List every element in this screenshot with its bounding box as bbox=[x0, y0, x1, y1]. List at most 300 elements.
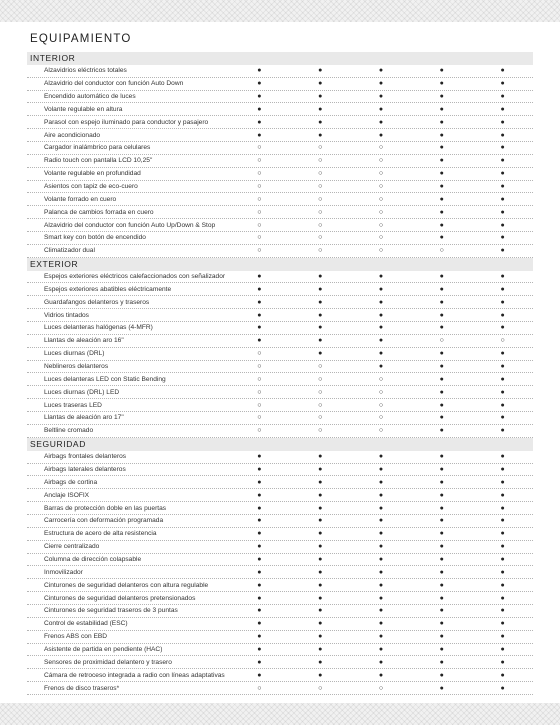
included-dot-icon: ● bbox=[500, 157, 505, 165]
table-row bbox=[27, 489, 533, 502]
included-dot-icon: ● bbox=[318, 555, 323, 563]
included-dot-icon: ● bbox=[500, 324, 505, 332]
included-dot-icon: ● bbox=[500, 183, 505, 191]
included-dot-icon: ● bbox=[500, 671, 505, 679]
optional-circle-icon: ○ bbox=[318, 183, 323, 191]
optional-circle-icon: ○ bbox=[500, 337, 505, 345]
included-dot-icon: ● bbox=[318, 93, 323, 100]
included-dot-icon: ● bbox=[439, 543, 444, 551]
included-dot-icon: ● bbox=[439, 285, 444, 293]
included-dot-icon: ● bbox=[439, 427, 444, 435]
feature-label: Climatizador dual bbox=[44, 247, 95, 255]
feature-label: Luces delanteras LED con Static Bending bbox=[44, 375, 166, 383]
included-dot-icon: ● bbox=[439, 555, 444, 563]
included-dot-icon: ● bbox=[257, 118, 262, 126]
included-dot-icon: ● bbox=[500, 684, 505, 692]
included-dot-icon: ● bbox=[257, 80, 262, 88]
feature-label: Volante regulable en profundidad bbox=[44, 170, 141, 178]
feature-label: Cinturones de seguridad delanteros con altura regulable bbox=[44, 581, 209, 589]
table-row bbox=[27, 541, 533, 554]
included-dot-icon: ● bbox=[500, 401, 505, 409]
table-row bbox=[27, 219, 533, 232]
included-dot-icon: ● bbox=[500, 543, 505, 551]
optional-circle-icon: ○ bbox=[318, 363, 323, 371]
included-dot-icon: ● bbox=[318, 620, 323, 628]
included-dot-icon: ● bbox=[318, 118, 323, 126]
included-dot-icon: ● bbox=[257, 324, 262, 332]
included-dot-icon: ● bbox=[378, 285, 384, 293]
included-dot-icon: ● bbox=[257, 530, 262, 538]
equipment-table bbox=[27, 52, 533, 695]
included-dot-icon: ● bbox=[500, 131, 505, 139]
included-dot-icon: ● bbox=[257, 285, 262, 293]
included-dot-icon: ● bbox=[439, 401, 444, 409]
included-dot-icon: ● bbox=[257, 607, 262, 615]
included-dot-icon: ● bbox=[318, 517, 323, 525]
included-dot-icon: ● bbox=[318, 298, 323, 306]
included-dot-icon: ● bbox=[378, 658, 384, 666]
included-dot-icon: ● bbox=[378, 131, 384, 139]
optional-circle-icon: ○ bbox=[318, 427, 323, 435]
included-dot-icon: ● bbox=[439, 607, 444, 615]
included-dot-icon: ● bbox=[378, 273, 384, 281]
included-dot-icon: ● bbox=[378, 93, 384, 100]
included-dot-icon: ● bbox=[378, 67, 384, 75]
table-row bbox=[27, 399, 533, 412]
feature-label: Neblineros delanteros bbox=[44, 363, 109, 371]
included-dot-icon: ● bbox=[318, 671, 323, 679]
included-dot-icon: ● bbox=[500, 607, 505, 615]
included-dot-icon: ● bbox=[439, 195, 444, 203]
included-dot-icon: ● bbox=[257, 581, 262, 589]
optional-circle-icon: ○ bbox=[257, 375, 262, 383]
included-dot-icon: ● bbox=[257, 620, 262, 628]
feature-label: Columna de dirección colapsable bbox=[44, 555, 142, 563]
bottom-pattern-band bbox=[0, 703, 560, 725]
table-row bbox=[27, 656, 533, 669]
included-dot-icon: ● bbox=[500, 658, 505, 666]
included-dot-icon: ● bbox=[500, 491, 505, 499]
included-dot-icon: ● bbox=[378, 517, 384, 525]
included-dot-icon: ● bbox=[439, 157, 444, 165]
optional-circle-icon: ○ bbox=[257, 388, 262, 396]
optional-circle-icon: ○ bbox=[257, 363, 262, 371]
included-dot-icon: ● bbox=[439, 517, 444, 525]
included-dot-icon: ● bbox=[500, 633, 505, 641]
included-dot-icon: ● bbox=[439, 388, 444, 396]
optional-circle-icon: ○ bbox=[378, 157, 384, 165]
section-header-interior: INTERIOR bbox=[27, 52, 533, 65]
included-dot-icon: ● bbox=[318, 504, 323, 512]
feature-label: Airbags frontales delanteros bbox=[44, 453, 127, 461]
optional-circle-icon: ○ bbox=[378, 183, 384, 191]
feature-label: Volante forrado en cuero bbox=[44, 195, 117, 203]
optional-circle-icon: ○ bbox=[257, 427, 262, 435]
included-dot-icon: ● bbox=[439, 504, 444, 512]
included-dot-icon: ● bbox=[500, 555, 505, 563]
included-dot-icon: ● bbox=[378, 504, 384, 512]
included-dot-icon: ● bbox=[500, 208, 505, 216]
included-dot-icon: ● bbox=[500, 568, 505, 576]
included-dot-icon: ● bbox=[439, 324, 444, 332]
table-row bbox=[27, 373, 533, 386]
included-dot-icon: ● bbox=[318, 273, 323, 281]
included-dot-icon: ● bbox=[439, 67, 444, 75]
feature-label: Alzavidrio del conductor con función Auto Down bbox=[44, 80, 184, 88]
included-dot-icon: ● bbox=[378, 311, 384, 319]
included-dot-icon: ● bbox=[378, 620, 384, 628]
included-dot-icon: ● bbox=[439, 478, 444, 486]
feature-label: Llantas de aleación aro 17" bbox=[44, 414, 124, 422]
optional-circle-icon: ○ bbox=[439, 247, 444, 255]
feature-label: Parasol con espejo iluminado para conductor y pasajero bbox=[44, 118, 209, 126]
included-dot-icon: ● bbox=[257, 671, 262, 679]
table-row bbox=[27, 271, 533, 284]
included-dot-icon: ● bbox=[378, 594, 384, 602]
feature-label: Airbags laterales delanteros bbox=[44, 465, 126, 473]
feature-label: Volante regulable en altura bbox=[44, 105, 123, 113]
included-dot-icon: ● bbox=[318, 543, 323, 551]
feature-label: Luces diurnas (DRL) LED bbox=[44, 388, 120, 396]
optional-circle-icon: ○ bbox=[318, 234, 323, 242]
top-pattern-band bbox=[0, 0, 560, 22]
table-row bbox=[27, 579, 533, 592]
feature-label: Estructura de acero de alta resistencia bbox=[44, 530, 157, 538]
included-dot-icon: ● bbox=[318, 530, 323, 538]
optional-circle-icon: ○ bbox=[257, 221, 262, 229]
optional-circle-icon: ○ bbox=[257, 401, 262, 409]
table-row bbox=[27, 554, 533, 567]
table-row bbox=[27, 618, 533, 631]
optional-circle-icon: ○ bbox=[257, 157, 262, 165]
table-row bbox=[27, 412, 533, 425]
feature-label: Guardafangos delanteros y traseros bbox=[44, 298, 150, 306]
table-row bbox=[27, 181, 533, 194]
included-dot-icon: ● bbox=[378, 324, 384, 332]
feature-label: Luces delanteras halógenas (4-MFR) bbox=[44, 324, 153, 332]
optional-circle-icon: ○ bbox=[257, 170, 262, 178]
table-row bbox=[27, 116, 533, 129]
included-dot-icon: ● bbox=[439, 375, 444, 383]
feature-label: Luces diurnas (DRL) bbox=[44, 350, 105, 358]
table-row bbox=[27, 425, 533, 438]
included-dot-icon: ● bbox=[500, 144, 505, 152]
optional-circle-icon: ○ bbox=[378, 401, 384, 409]
page-title: EQUIPAMIENTO bbox=[30, 33, 132, 45]
included-dot-icon: ● bbox=[257, 555, 262, 563]
included-dot-icon: ● bbox=[439, 633, 444, 641]
table-row bbox=[27, 322, 533, 335]
included-dot-icon: ● bbox=[318, 491, 323, 499]
included-dot-icon: ● bbox=[500, 221, 505, 229]
included-dot-icon: ● bbox=[257, 658, 262, 666]
feature-label: Sensores de proximidad delantero y trasero bbox=[44, 658, 172, 666]
feature-label: Airbags de cortina bbox=[44, 478, 98, 486]
included-dot-icon: ● bbox=[439, 144, 444, 152]
included-dot-icon: ● bbox=[318, 607, 323, 615]
feature-label: Frenos de disco traseros* bbox=[44, 684, 120, 692]
included-dot-icon: ● bbox=[318, 581, 323, 589]
included-dot-icon: ● bbox=[439, 671, 444, 679]
included-dot-icon: ● bbox=[439, 80, 444, 88]
included-dot-icon: ● bbox=[318, 633, 323, 641]
section-header-exterior: EXTERIOR bbox=[27, 258, 533, 271]
included-dot-icon: ● bbox=[257, 465, 262, 473]
included-dot-icon: ● bbox=[378, 645, 384, 653]
included-dot-icon: ● bbox=[257, 67, 262, 75]
optional-circle-icon: ○ bbox=[318, 247, 323, 255]
optional-circle-icon: ○ bbox=[318, 157, 323, 165]
included-dot-icon: ● bbox=[439, 118, 444, 126]
included-dot-icon: ● bbox=[318, 311, 323, 319]
included-dot-icon: ● bbox=[500, 414, 505, 422]
included-dot-icon: ● bbox=[318, 105, 323, 113]
included-dot-icon: ● bbox=[439, 131, 444, 139]
included-dot-icon: ● bbox=[439, 530, 444, 538]
included-dot-icon: ● bbox=[257, 105, 262, 113]
table-row bbox=[27, 168, 533, 181]
included-dot-icon: ● bbox=[500, 105, 505, 113]
optional-circle-icon: ○ bbox=[318, 375, 323, 383]
included-dot-icon: ● bbox=[500, 298, 505, 306]
included-dot-icon: ● bbox=[500, 465, 505, 473]
optional-circle-icon: ○ bbox=[378, 427, 384, 435]
included-dot-icon: ● bbox=[378, 363, 384, 371]
table-row bbox=[27, 515, 533, 528]
included-dot-icon: ● bbox=[439, 208, 444, 216]
included-dot-icon: ● bbox=[500, 195, 505, 203]
included-dot-icon: ● bbox=[378, 80, 384, 88]
included-dot-icon: ● bbox=[500, 504, 505, 512]
included-dot-icon: ● bbox=[500, 581, 505, 589]
included-dot-icon: ● bbox=[257, 517, 262, 525]
included-dot-icon: ● bbox=[257, 633, 262, 641]
table-row bbox=[27, 309, 533, 322]
included-dot-icon: ● bbox=[257, 311, 262, 319]
included-dot-icon: ● bbox=[500, 453, 505, 461]
included-dot-icon: ● bbox=[439, 105, 444, 113]
included-dot-icon: ● bbox=[500, 530, 505, 538]
feature-label: Cinturones de seguridad traseros de 3 puntas bbox=[44, 607, 178, 615]
included-dot-icon: ● bbox=[378, 633, 384, 641]
included-dot-icon: ● bbox=[257, 131, 262, 139]
included-dot-icon: ● bbox=[378, 118, 384, 126]
included-dot-icon: ● bbox=[257, 453, 262, 461]
table-row bbox=[27, 65, 533, 78]
table-row bbox=[27, 464, 533, 477]
included-dot-icon: ● bbox=[257, 337, 262, 345]
included-dot-icon: ● bbox=[378, 453, 384, 461]
included-dot-icon: ● bbox=[378, 337, 384, 345]
table-row bbox=[27, 605, 533, 618]
optional-circle-icon: ○ bbox=[257, 684, 262, 692]
included-dot-icon: ● bbox=[439, 620, 444, 628]
included-dot-icon: ● bbox=[318, 285, 323, 293]
optional-circle-icon: ○ bbox=[318, 208, 323, 216]
table-row bbox=[27, 631, 533, 644]
table-row bbox=[27, 206, 533, 219]
feature-label: Vidrios tintados bbox=[44, 311, 89, 319]
included-dot-icon: ● bbox=[318, 478, 323, 486]
included-dot-icon: ● bbox=[439, 273, 444, 281]
optional-circle-icon: ○ bbox=[378, 170, 384, 178]
included-dot-icon: ● bbox=[439, 298, 444, 306]
section-header-seguridad: SEGURIDAD bbox=[27, 438, 533, 451]
feature-label: Cargador inalámbrico para celulares bbox=[44, 144, 151, 152]
included-dot-icon: ● bbox=[378, 607, 384, 615]
included-dot-icon: ● bbox=[439, 350, 444, 358]
feature-label: Espejos exteriores eléctricos calefaccionados con señalizador bbox=[44, 273, 226, 281]
included-dot-icon: ● bbox=[257, 504, 262, 512]
included-dot-icon: ● bbox=[439, 234, 444, 242]
included-dot-icon: ● bbox=[378, 298, 384, 306]
feature-label: Inmovilizador bbox=[44, 568, 83, 576]
included-dot-icon: ● bbox=[378, 671, 384, 679]
optional-circle-icon: ○ bbox=[318, 401, 323, 409]
optional-circle-icon: ○ bbox=[378, 234, 384, 242]
optional-circle-icon: ○ bbox=[257, 247, 262, 255]
optional-circle-icon: ○ bbox=[318, 388, 323, 396]
optional-circle-icon: ○ bbox=[318, 195, 323, 203]
feature-label: Espejos exteriores abatibles eléctricamente bbox=[44, 285, 172, 293]
included-dot-icon: ● bbox=[500, 375, 505, 383]
included-dot-icon: ● bbox=[500, 247, 505, 255]
included-dot-icon: ● bbox=[439, 568, 444, 576]
included-dot-icon: ● bbox=[318, 337, 323, 345]
included-dot-icon: ● bbox=[500, 93, 505, 100]
included-dot-icon: ● bbox=[378, 530, 384, 538]
table-row bbox=[27, 103, 533, 116]
included-dot-icon: ● bbox=[439, 170, 444, 178]
table-row bbox=[27, 155, 533, 168]
included-dot-icon: ● bbox=[500, 645, 505, 653]
included-dot-icon: ● bbox=[439, 581, 444, 589]
included-dot-icon: ● bbox=[500, 170, 505, 178]
included-dot-icon: ● bbox=[257, 93, 262, 100]
optional-circle-icon: ○ bbox=[378, 375, 384, 383]
included-dot-icon: ● bbox=[500, 80, 505, 88]
included-dot-icon: ● bbox=[439, 183, 444, 191]
table-row bbox=[27, 361, 533, 374]
included-dot-icon: ● bbox=[318, 350, 323, 358]
feature-label: Alzavidrios eléctricos totales bbox=[44, 67, 127, 75]
optional-circle-icon: ○ bbox=[257, 414, 262, 422]
table-row bbox=[27, 142, 533, 155]
optional-circle-icon: ○ bbox=[318, 144, 323, 152]
included-dot-icon: ● bbox=[318, 658, 323, 666]
table-row bbox=[27, 129, 533, 142]
included-dot-icon: ● bbox=[257, 594, 262, 602]
included-dot-icon: ● bbox=[257, 568, 262, 576]
feature-label: Barras de protección doble en las puertas bbox=[44, 504, 167, 512]
table-row bbox=[27, 78, 533, 91]
optional-circle-icon: ○ bbox=[378, 684, 384, 692]
included-dot-icon: ● bbox=[439, 414, 444, 422]
included-dot-icon: ● bbox=[439, 363, 444, 371]
included-dot-icon: ● bbox=[500, 118, 505, 126]
table-row bbox=[27, 528, 533, 541]
optional-circle-icon: ○ bbox=[318, 684, 323, 692]
optional-circle-icon: ○ bbox=[378, 144, 384, 152]
optional-circle-icon: ○ bbox=[257, 195, 262, 203]
optional-circle-icon: ○ bbox=[257, 144, 262, 152]
included-dot-icon: ● bbox=[378, 350, 384, 358]
optional-circle-icon: ○ bbox=[318, 221, 323, 229]
included-dot-icon: ● bbox=[439, 221, 444, 229]
included-dot-icon: ● bbox=[500, 620, 505, 628]
table-row bbox=[27, 245, 533, 258]
included-dot-icon: ● bbox=[500, 427, 505, 435]
table-row bbox=[27, 232, 533, 245]
table-row bbox=[27, 502, 533, 515]
table-row bbox=[27, 91, 533, 104]
included-dot-icon: ● bbox=[500, 234, 505, 242]
included-dot-icon: ● bbox=[318, 80, 323, 88]
feature-label: Asistente de partida en pendiente (HAC) bbox=[44, 645, 163, 653]
included-dot-icon: ● bbox=[257, 543, 262, 551]
table-row bbox=[27, 296, 533, 309]
feature-label: Radio touch con pantalla LCD 10,25" bbox=[44, 157, 153, 165]
included-dot-icon: ● bbox=[500, 517, 505, 525]
included-dot-icon: ● bbox=[318, 594, 323, 602]
included-dot-icon: ● bbox=[378, 478, 384, 486]
table-row bbox=[27, 682, 533, 695]
feature-label: Anclaje ISOFIX bbox=[44, 491, 90, 499]
optional-circle-icon: ○ bbox=[378, 247, 384, 255]
included-dot-icon: ● bbox=[257, 298, 262, 306]
included-dot-icon: ● bbox=[378, 581, 384, 589]
included-dot-icon: ● bbox=[257, 491, 262, 499]
included-dot-icon: ● bbox=[439, 491, 444, 499]
included-dot-icon: ● bbox=[257, 645, 262, 653]
included-dot-icon: ● bbox=[378, 568, 384, 576]
included-dot-icon: ● bbox=[439, 594, 444, 602]
table-row bbox=[27, 386, 533, 399]
included-dot-icon: ● bbox=[318, 324, 323, 332]
included-dot-icon: ● bbox=[378, 465, 384, 473]
included-dot-icon: ● bbox=[318, 465, 323, 473]
feature-label: Luces traseras LED bbox=[44, 401, 102, 409]
feature-label: Aire acondicionado bbox=[44, 131, 101, 139]
feature-label: Alzavidrio del conductor con función Auto Up/Down & Stop bbox=[44, 221, 216, 229]
included-dot-icon: ● bbox=[500, 363, 505, 371]
optional-circle-icon: ○ bbox=[257, 350, 262, 358]
included-dot-icon: ● bbox=[500, 285, 505, 293]
table-row bbox=[27, 193, 533, 206]
included-dot-icon: ● bbox=[439, 465, 444, 473]
included-dot-icon: ● bbox=[378, 555, 384, 563]
included-dot-icon: ● bbox=[378, 105, 384, 113]
optional-circle-icon: ○ bbox=[378, 414, 384, 422]
table-row bbox=[27, 566, 533, 579]
feature-label: Carrocería con deformación programada bbox=[44, 517, 164, 525]
optional-circle-icon: ○ bbox=[378, 195, 384, 203]
optional-circle-icon: ○ bbox=[439, 337, 444, 345]
included-dot-icon: ● bbox=[439, 93, 444, 100]
included-dot-icon: ● bbox=[318, 453, 323, 461]
table-row bbox=[27, 644, 533, 657]
feature-label: Smart key con botón de encendido bbox=[44, 234, 146, 242]
optional-circle-icon: ○ bbox=[318, 170, 323, 178]
optional-circle-icon: ○ bbox=[378, 221, 384, 229]
table-row bbox=[27, 335, 533, 348]
included-dot-icon: ● bbox=[318, 131, 323, 139]
feature-label: Frenos ABS con EBD bbox=[44, 633, 108, 641]
optional-circle-icon: ○ bbox=[378, 208, 384, 216]
included-dot-icon: ● bbox=[500, 67, 505, 75]
table-row bbox=[27, 283, 533, 296]
included-dot-icon: ● bbox=[439, 453, 444, 461]
